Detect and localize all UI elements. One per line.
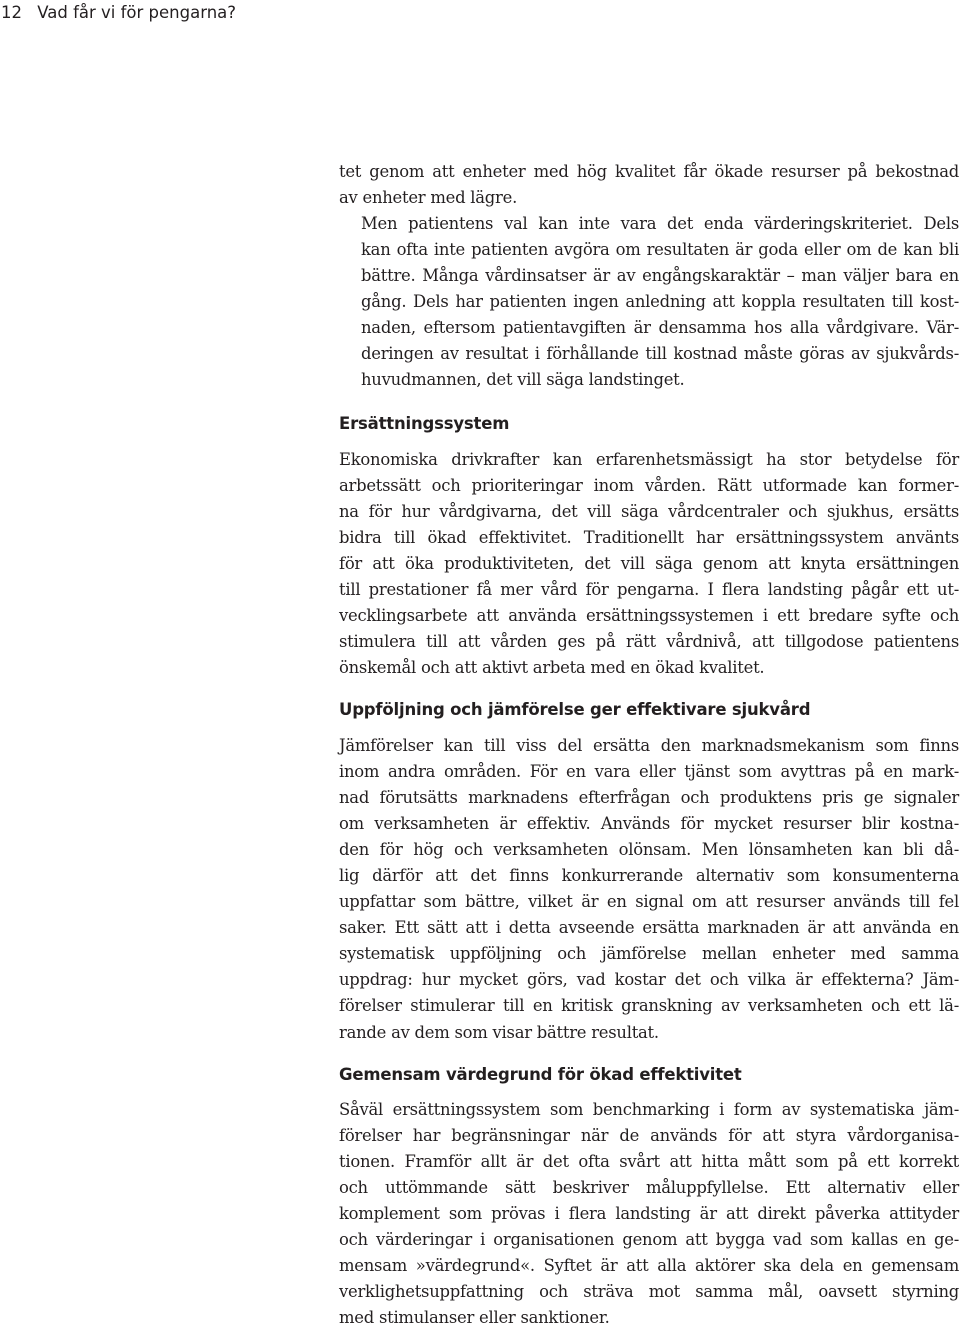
section-heading-vardegrund: Gemensam värdegrund för ökad effektivitet	[339, 1065, 742, 1084]
section-body-ersattningssystem	[339, 447, 959, 681]
text-line: na för hur vårdgivarna, det vill säga vårdcentraler och sjukhus, ersätts	[339, 502, 959, 522]
text-line: rande av dem som visar bättre resultat.	[339, 1022, 659, 1042]
text-line: tet genom att enheter med hög kvalitet får ökade resurser på bekostnad	[339, 162, 959, 181]
text-line: och uttömmande sätt beskriver måluppfyllelse. Ett alternativ eller	[339, 1178, 959, 1198]
text-line: huvudmannen, det vill säga landstinget.	[361, 370, 685, 390]
text-line: arbetssätt och prioriteringar inom vården. Rätt utformade kan former-	[339, 476, 959, 496]
running-title: Vad får vi för pengarna?	[37, 3, 237, 22]
text-line: naden, eftersom patientavgiften är densamma hos alla vårdgivare. Vär-	[361, 318, 959, 338]
text-line: deringen av resultat i förhållande till kostnad måste göras av sjukvårds-	[361, 344, 959, 364]
text-line: till prestationer få mer vård för pengarna. I flera landsting pågår ett ut-	[339, 580, 959, 600]
text-line: verklighetsuppfattning och sträva mot samma mål, oavsett styrning	[339, 1282, 959, 1302]
text-line: Ekonomiska drivkrafter kan erfarenhetsmässigt ha stor betydelse för	[339, 450, 959, 469]
text-line: för att öka produktiviteten, det vill säga genom att knyta ersättningen	[339, 554, 959, 574]
text-line: den för hög och verksamheten olönsam. Men lönsamheten kan bli då-	[339, 840, 959, 860]
text-line: gång. Dels har patienten ingen anledning att koppla resultaten till kost-	[361, 292, 959, 312]
text-line: saker. Ett sätt att i detta avseende ersätta marknaden är att använda en	[339, 918, 959, 938]
text-line: systematisk uppföljning och jämförelse mellan enheter med samma	[339, 944, 959, 964]
section-heading-uppfoljning: Uppföljning och jämförelse ger effektivare sjukvård	[339, 700, 811, 719]
text-line: mensam »värdegrund«. Syftet är att alla aktörer ska dela en gemensam	[339, 1256, 959, 1276]
text-line: uppfattar som bättre, vilket är en signal om att resurser används till fel	[339, 892, 959, 912]
text-line: förelser har begränsningar när de används för att styra vårdorganisa-	[339, 1126, 959, 1146]
section-body-uppfoljning	[339, 733, 959, 1046]
text-line: om verksamheten är effektiv. Används för mycket resurser blir kostna-	[339, 814, 959, 834]
text-line: med stimulanser eller sanktioner.	[339, 1308, 610, 1328]
text-line: kan ofta inte patienten avgöra om resultaten är goda eller om de kan bli	[361, 240, 959, 260]
text-line: lig därför att det finns konkurrerande alternativ som konsumenterna	[339, 866, 959, 886]
running-header	[1, 2, 236, 24]
page-number: 12	[1, 3, 22, 22]
text-line: komplement som prövas i flera landsting är att direkt påverka attityder	[339, 1204, 959, 1224]
text-line: Jämförelser kan till viss del ersätta den marknadsmekanism som finns	[339, 736, 959, 755]
text-line: förelser stimulerar till en kritisk granskning av verksamheten och ett lä-	[339, 996, 959, 1016]
text-line: vecklingsarbete att använda ersättningssystemen i ett bredare syfte och	[339, 606, 959, 626]
text-line: stimulera till att vården ges på rätt vårdnivå, att tillgodose patientens	[339, 632, 959, 652]
text-line: bättre. Många vårdinsatser är av engångskaraktär – man väljer bara en	[361, 266, 959, 286]
text-line: inom andra områden. För en vara eller tjänst som avyttras på en mark-	[339, 762, 959, 782]
section-body-vardegrund	[339, 1097, 959, 1331]
intro-text	[339, 159, 959, 393]
paragraph	[339, 211, 959, 393]
text-line: tionen. Framför allt är det ofta svårt att hitta mått som på ett korrekt	[339, 1152, 959, 1172]
section-heading-ersattningssystem: Ersättningssystem	[339, 414, 510, 433]
text-line: uppdrag: hur mycket görs, vad kostar det och vilka är effekterna? Jäm-	[339, 970, 959, 990]
text-line: Såväl ersättningssystem som benchmarking i form av systematiska jäm-	[339, 1100, 959, 1119]
paragraph	[339, 159, 959, 211]
text-line: bidra till ökad effektivitet. Traditionellt har ersättningssystem använts	[339, 528, 959, 548]
text-line: Men patientens val kan inte vara det enda värderingskriteriet. Dels	[361, 214, 959, 234]
text-line: av enheter med lägre.	[339, 188, 518, 208]
text-line: önskemål och att aktivt arbeta med en ökad kvalitet.	[339, 658, 765, 678]
text-line: nad förutsätts marknadens efterfrågan och produktens pris ge signaler	[339, 788, 959, 808]
text-line: och värderingar i organisationen genom att bygga vad som kallas en ge-	[339, 1230, 959, 1250]
